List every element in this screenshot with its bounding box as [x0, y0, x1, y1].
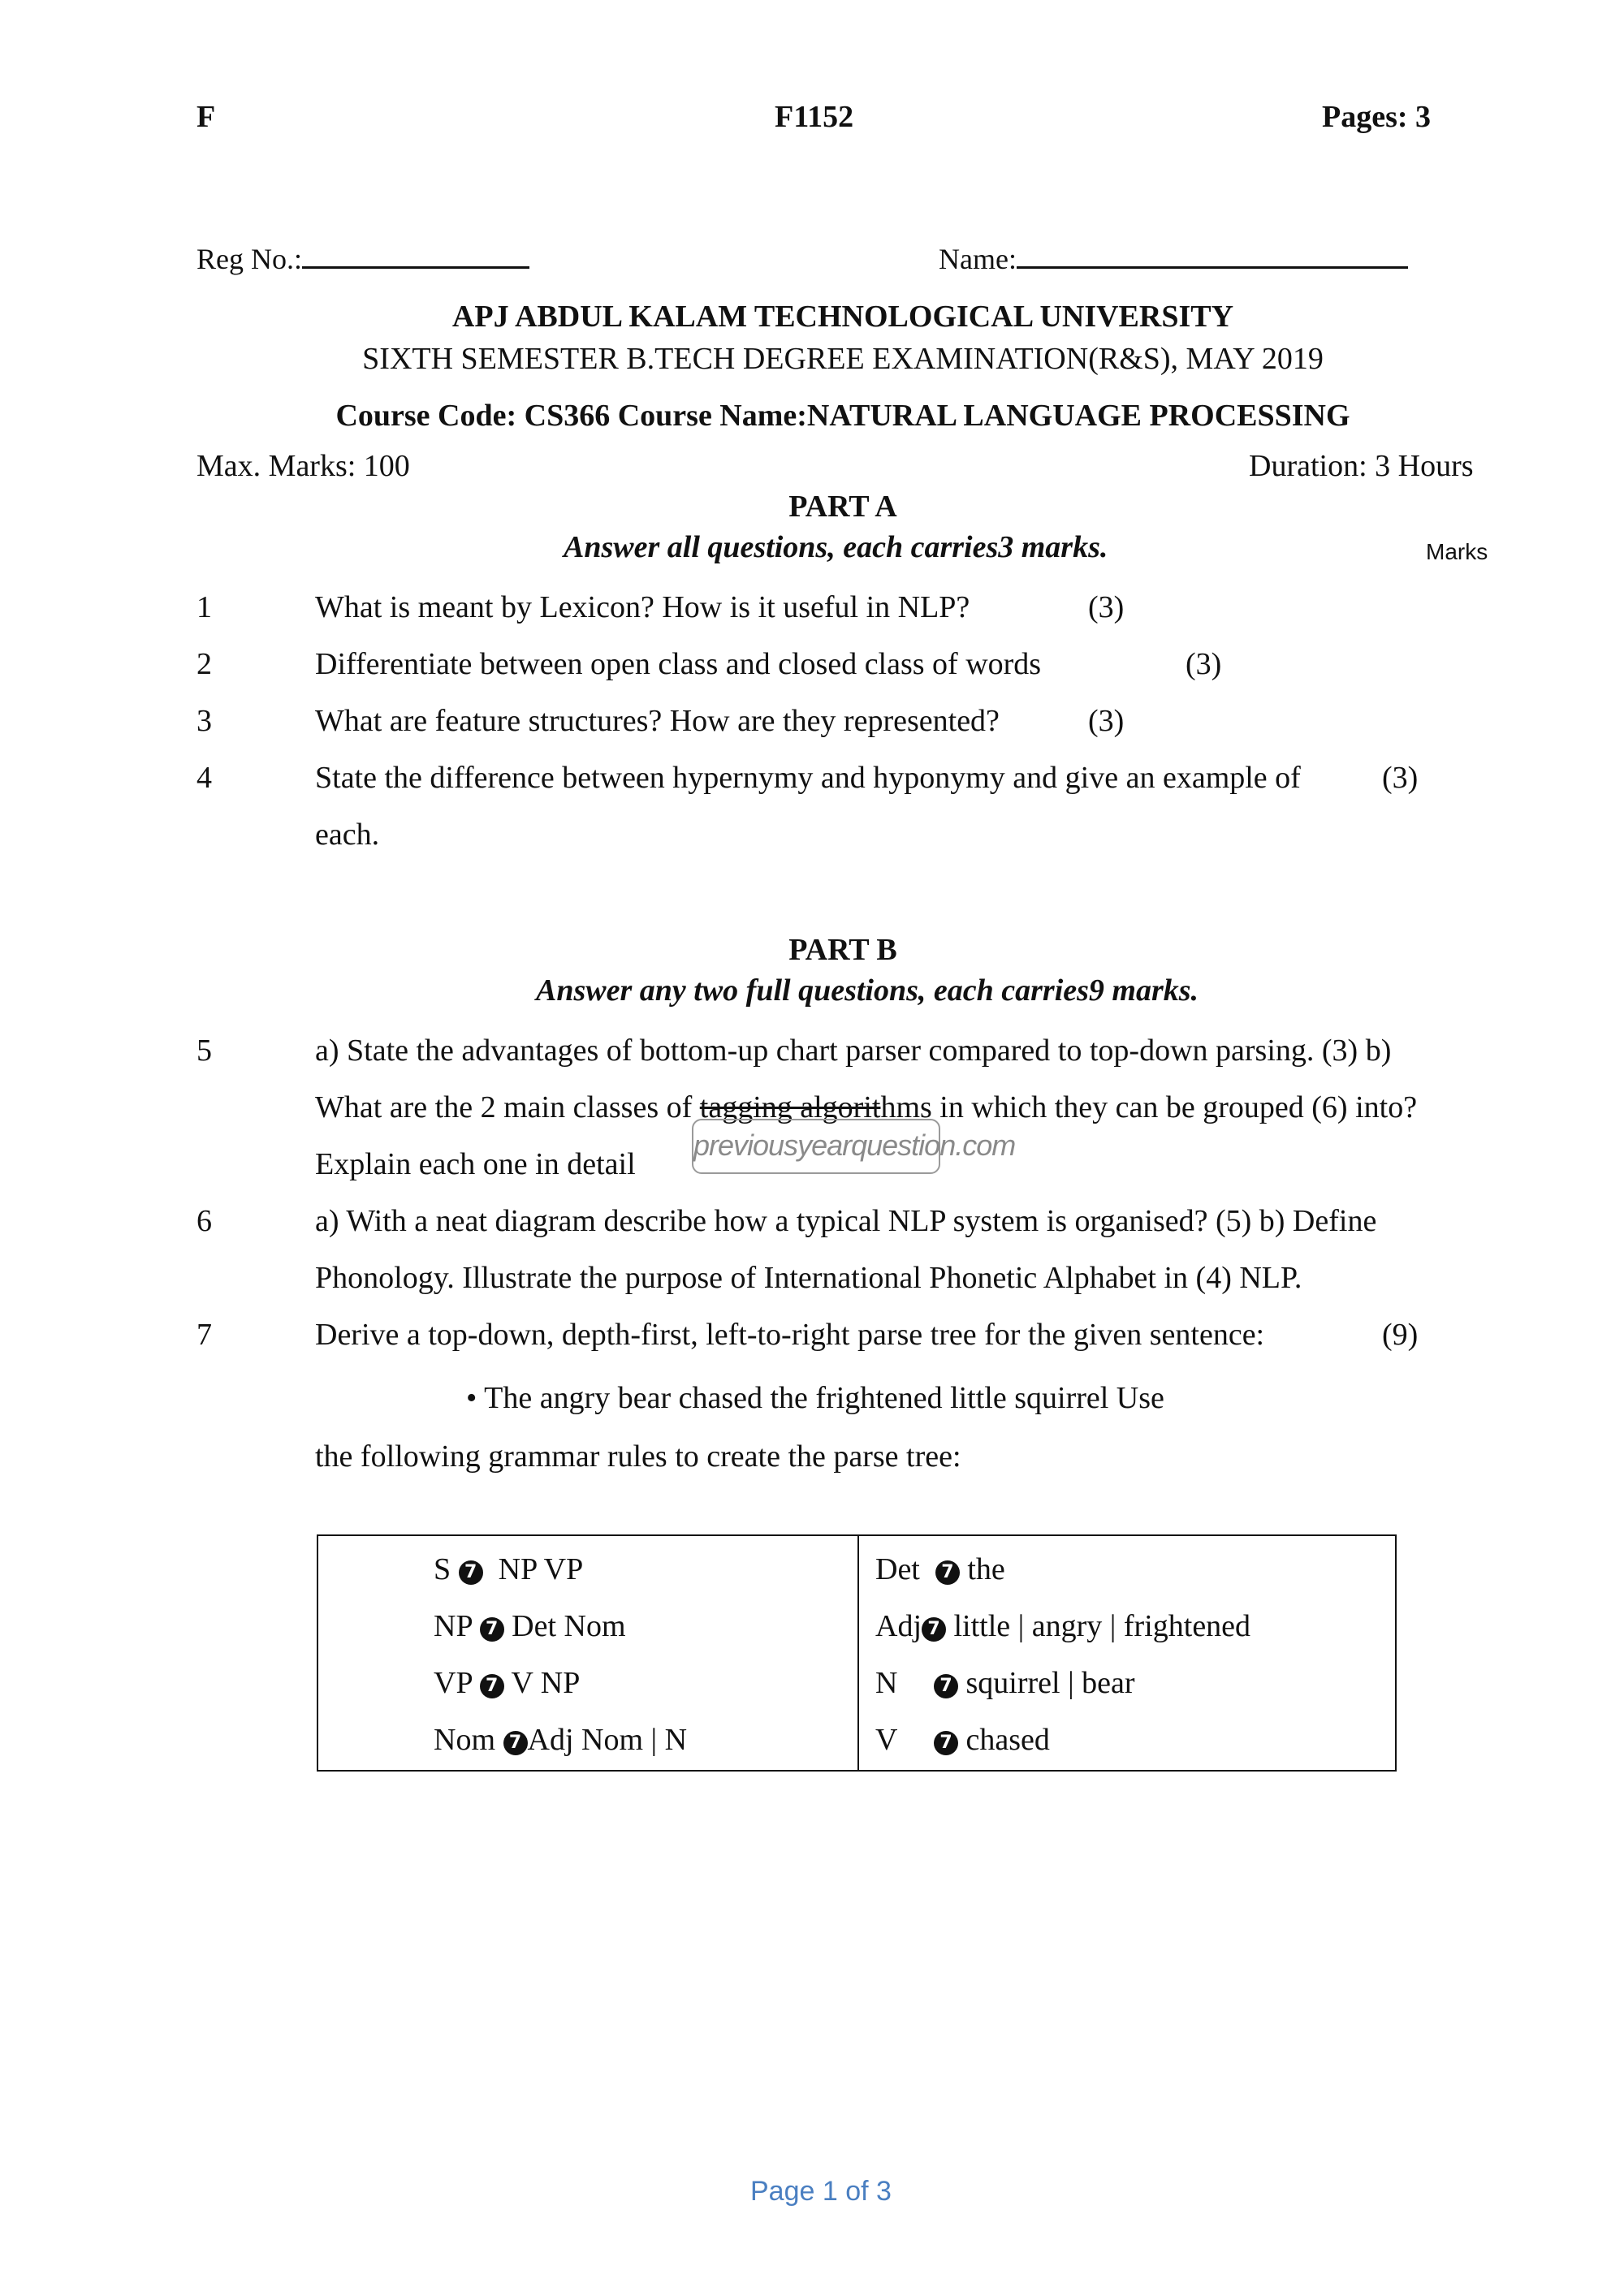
- rule-lhs: S: [434, 1552, 451, 1586]
- question-number: 4: [197, 761, 212, 795]
- grammar-rule: [875, 1598, 1395, 1655]
- rule-lhs: VP: [434, 1666, 473, 1700]
- grammar-rule: [434, 1711, 857, 1768]
- question-text: What is meant by Lexicon? How is it useful in NLP?: [315, 590, 970, 624]
- marks-column-label: Marks: [1426, 539, 1488, 564]
- rule-lhs: V: [875, 1723, 898, 1757]
- arrow-icon: 7: [480, 1674, 504, 1698]
- reg-no-label: Reg No.:: [197, 243, 302, 275]
- question-text-part: What are the 2 main classes of: [315, 1090, 700, 1124]
- grammar-rule: [875, 1541, 1395, 1598]
- reg-no-field: [197, 242, 529, 276]
- page-footer: Page 1 of 3: [750, 2176, 892, 2207]
- question-text: a) State the advantages of bottom-up chart parser compared to top-down parsing. (3) b): [315, 1034, 1392, 1068]
- grammar-rules-table: [317, 1534, 1397, 1772]
- rule-rhs: squirrel | bear: [965, 1666, 1135, 1700]
- struck-text: tagging algorit: [699, 1090, 881, 1124]
- grammar-rule: [875, 1711, 1395, 1768]
- rule-rhs: little | angry | frightened: [953, 1609, 1251, 1643]
- rule-lhs: N: [875, 1666, 898, 1700]
- question-number: 6: [197, 1204, 212, 1238]
- rule-lhs: NP: [434, 1609, 473, 1643]
- part-a-instruction: Answer all questions, each carries3 marks.: [564, 530, 1108, 564]
- name-blank: [1017, 242, 1408, 269]
- watermark-logo: previousyearquestion.com: [692, 1119, 940, 1174]
- arrow-icon: 7: [934, 1674, 958, 1698]
- question-marks: (9): [1382, 1318, 1419, 1352]
- arrow-icon: 7: [934, 1731, 958, 1755]
- arrow-icon: 7: [480, 1617, 504, 1642]
- university-name: APJ ABDUL KALAM TECHNOLOGICAL UNIVERSITY: [451, 300, 1234, 334]
- grammar-rule: [434, 1541, 857, 1598]
- question-text: a) With a neat diagram describe how a typical NLP system is organised? (5) b) Define: [315, 1204, 1377, 1238]
- rule-lhs: Adj: [875, 1609, 922, 1643]
- question-text: Derive a top-down, depth-first, left-to-right parse tree for the given sentence:: [315, 1318, 1265, 1352]
- reg-no-blank: [302, 242, 529, 269]
- question-marks: (3): [1186, 647, 1222, 681]
- rule-rhs: Det Nom: [512, 1609, 626, 1643]
- arrow-icon: 7: [459, 1560, 483, 1585]
- question-text-continued: each.: [315, 818, 380, 852]
- part-b-instruction: Answer any two full questions, each carries9 marks.: [536, 973, 1199, 1008]
- question-number: 2: [197, 647, 212, 681]
- grammar-rule: [875, 1655, 1395, 1711]
- rule-rhs: chased: [965, 1723, 1050, 1757]
- rule-lhs: Nom: [434, 1723, 495, 1757]
- arrow-icon: 7: [935, 1560, 960, 1585]
- max-marks: Max. Marks: 100: [197, 449, 410, 483]
- question-marks: (3): [1382, 761, 1419, 795]
- question-text: the following grammar rules to create the parse tree:: [315, 1439, 961, 1474]
- part-b-title: PART B: [788, 933, 897, 967]
- question-text: Differentiate between open class and closed class of words: [315, 647, 1042, 681]
- rule-lhs: Det: [875, 1552, 920, 1586]
- arrow-icon: 7: [922, 1617, 946, 1642]
- question-text-part: hms in which they can be grouped (6) into?: [880, 1090, 1418, 1124]
- question-text: What are feature structures? How are they represented?: [315, 704, 1000, 738]
- paper-code: F1152: [775, 100, 854, 134]
- question-marks: (3): [1088, 704, 1125, 738]
- grammar-rule: [434, 1598, 857, 1655]
- name-label: Name:: [939, 243, 1017, 275]
- page-count: Pages: 3: [1322, 100, 1432, 134]
- rule-rhs: V NP: [511, 1666, 581, 1700]
- arrow-icon: 7: [503, 1731, 528, 1755]
- question-number: 5: [197, 1034, 212, 1068]
- name-field: [939, 242, 1408, 276]
- question-text: Phonology. Illustrate the purpose of International Phonetic Alphabet in (4) NLP.: [315, 1261, 1302, 1295]
- duration: Duration: 3 Hours: [1249, 449, 1474, 483]
- question-number: 7: [197, 1318, 212, 1352]
- question-number: 1: [197, 590, 212, 624]
- grammar-rule: [434, 1655, 857, 1711]
- question-marks: (3): [1088, 590, 1125, 624]
- part-a-title: PART A: [788, 490, 897, 524]
- grammar-left-column: [317, 1535, 858, 1771]
- exam-title: SIXTH SEMESTER B.TECH DEGREE EXAMINATION(R&S), MAY 2019: [362, 342, 1324, 376]
- example-sentence: • The angry bear chased the frightened little squirrel Use: [466, 1381, 1164, 1415]
- question-text: State the difference between hypernymy and hyponymy and give an example of: [315, 761, 1301, 795]
- grammar-right-column: [858, 1535, 1396, 1771]
- rule-rhs: NP VP: [498, 1552, 584, 1586]
- course-info: Course Code: CS366 Course Name:NATURAL LANGUAGE PROCESSING: [335, 399, 1350, 433]
- rule-rhs: the: [967, 1552, 1005, 1586]
- question-text: Explain each one in detail: [315, 1147, 636, 1181]
- rule-rhs: Adj Nom | N: [527, 1723, 688, 1757]
- header-left: F: [197, 100, 216, 134]
- question-number: 3: [197, 704, 212, 738]
